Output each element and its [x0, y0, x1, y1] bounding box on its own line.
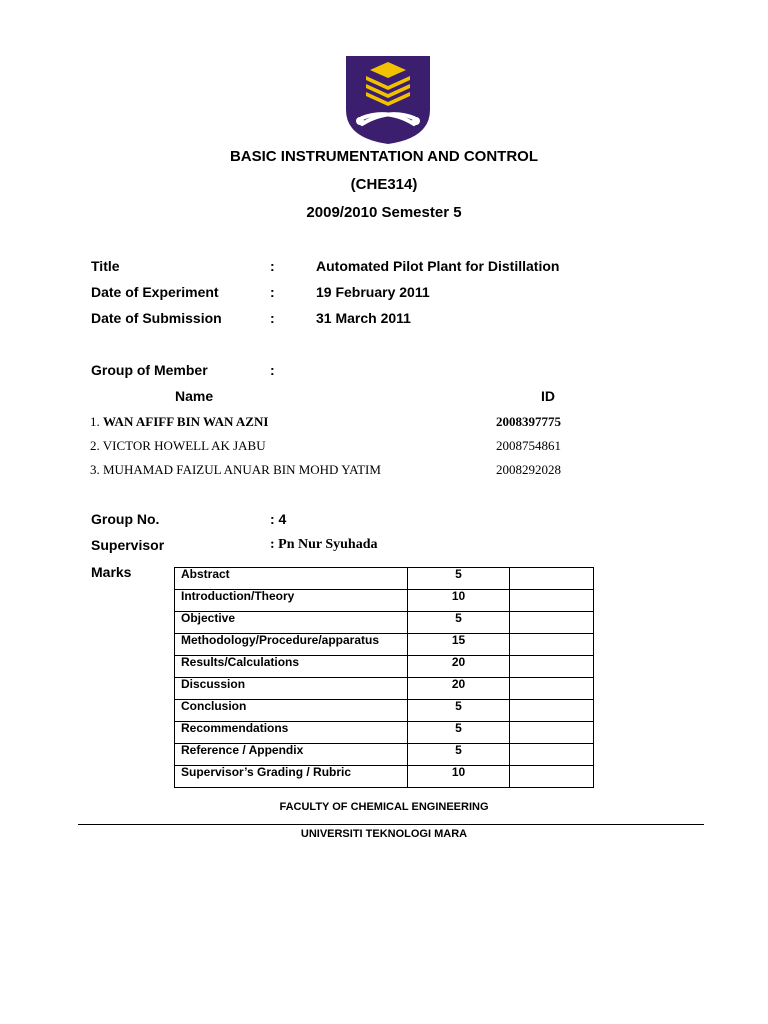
divider [78, 824, 704, 825]
member-number: 1. [90, 414, 103, 429]
max-marks-cell: 5 [408, 700, 510, 722]
member-number: 2. [90, 438, 103, 453]
criterion-cell: Discussion [175, 678, 408, 700]
member-name: VICTOR HOWELL AK JABU [102, 438, 266, 453]
criterion-cell: Introduction/Theory [175, 590, 408, 612]
member-name: MUHAMAD FAIZUL ANUAR BIN MOHD YATIM [103, 462, 381, 477]
max-marks-cell: 10 [408, 590, 510, 612]
semester: 2009/2010 Semester 5 [306, 204, 462, 221]
supervisor-label: Supervisor [91, 537, 165, 553]
id-column-header: ID [541, 388, 555, 404]
date-of-submission-colon: : [270, 310, 275, 326]
member-id: 2008292028 [496, 462, 561, 477]
name-column-header: Name [175, 388, 214, 404]
score-cell [510, 612, 594, 634]
title-label: Title [91, 258, 120, 274]
score-cell [510, 590, 594, 612]
max-marks-cell: 20 [408, 656, 510, 678]
faculty-name: FACULTY OF CHEMICAL ENGINEERING [279, 801, 489, 813]
title-value: Automated Pilot Plant for Distillation [316, 258, 560, 274]
date-of-experiment-value: 19 February 2011 [316, 284, 430, 300]
criterion-cell: Abstract [175, 568, 408, 590]
max-marks-cell: 5 [408, 744, 510, 766]
supervisor-value: : Pn Nur Syuhada [270, 537, 378, 552]
max-marks-cell: 10 [408, 766, 510, 788]
score-cell [510, 656, 594, 678]
member-name: WAN AFIFF BIN WAN AZNI [103, 414, 269, 429]
uitm-crest-icon [344, 54, 432, 146]
table-row [175, 634, 594, 656]
date-of-submission-label: Date of Submission [91, 310, 222, 326]
table-row [175, 656, 594, 678]
score-cell [510, 722, 594, 744]
date-of-submission-value: 31 March 2011 [316, 310, 411, 326]
score-cell [510, 744, 594, 766]
table-row [175, 700, 594, 722]
member-row [90, 462, 381, 478]
table-row [175, 744, 594, 766]
table-row [175, 612, 594, 634]
university-name: UNIVERSITI TEKNOLOGI MARA [300, 828, 468, 840]
criterion-cell: Results/Calculations [175, 656, 408, 678]
table-row [175, 678, 594, 700]
max-marks-cell: 20 [408, 678, 510, 700]
score-cell [510, 700, 594, 722]
group-of-member-colon: : [270, 362, 275, 378]
table-row [175, 568, 594, 590]
course-code: (CHE314) [350, 176, 418, 193]
group-no-label: Group No. [91, 511, 160, 527]
date-of-experiment-label: Date of Experiment [91, 284, 219, 300]
table-row [175, 766, 594, 788]
table-row [175, 590, 594, 612]
max-marks-cell: 5 [408, 722, 510, 744]
course-title: BASIC INSTRUMENTATION AND CONTROL [229, 148, 539, 165]
title-colon: : [270, 258, 275, 274]
member-id: 2008397775 [496, 414, 561, 429]
criterion-cell: Recommendations [175, 722, 408, 744]
score-cell [510, 634, 594, 656]
score-cell [510, 568, 594, 590]
score-cell [510, 766, 594, 788]
marks-label: Marks [91, 564, 132, 580]
member-id: 2008754861 [496, 438, 561, 453]
score-cell [510, 678, 594, 700]
group-of-member-label: Group of Member [91, 362, 208, 378]
date-of-experiment-colon: : [270, 284, 275, 300]
criterion-cell: Objective [175, 612, 408, 634]
member-number: 3. [90, 462, 103, 477]
marks-table [174, 567, 594, 788]
max-marks-cell: 15 [408, 634, 510, 656]
max-marks-cell: 5 [408, 612, 510, 634]
criterion-cell: Reference / Appendix [175, 744, 408, 766]
group-no-value: : 4 [270, 511, 287, 527]
max-marks-cell: 5 [408, 568, 510, 590]
table-row [175, 722, 594, 744]
member-row [90, 414, 268, 430]
member-row [90, 438, 266, 454]
criterion-cell: Methodology/Procedure/apparatus [175, 634, 408, 656]
criterion-cell: Supervisor’s Grading / Rubric [175, 766, 408, 788]
criterion-cell: Conclusion [175, 700, 408, 722]
